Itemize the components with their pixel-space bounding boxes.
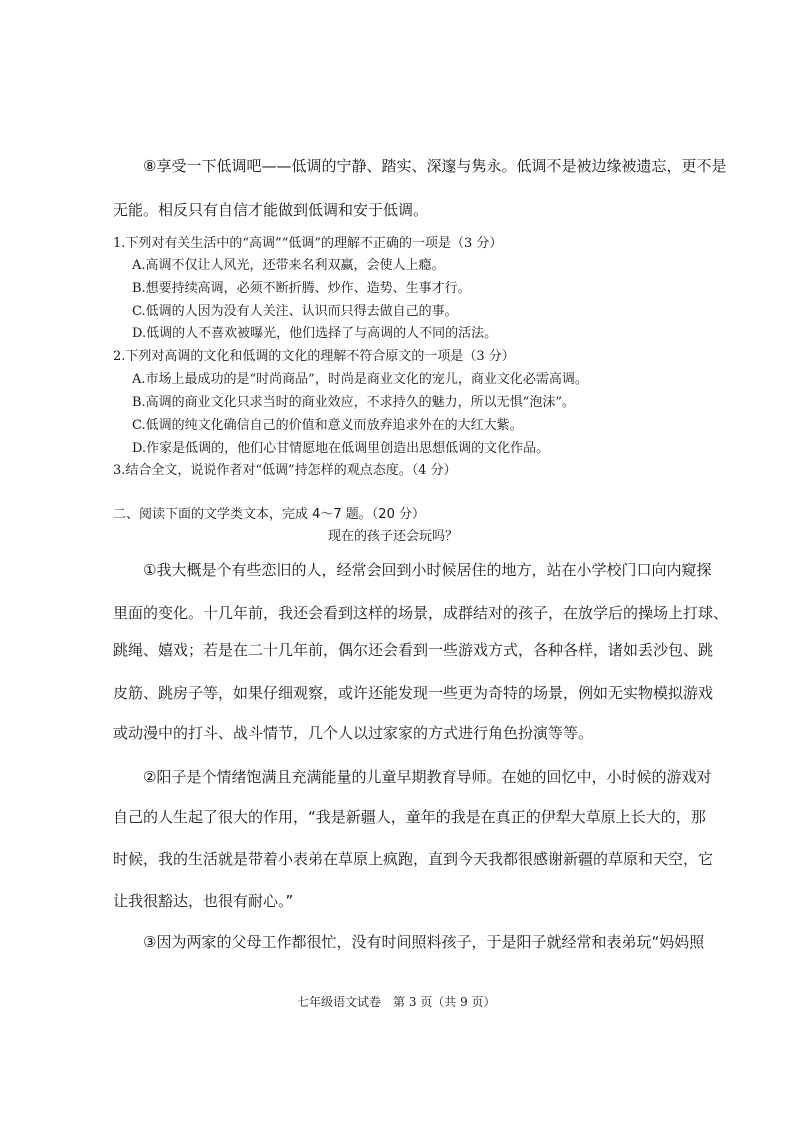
section-2-heading: 二、阅读下面的文学类文本，完成 4～7 题。（20 分）: [113, 507, 425, 522]
question-3-stem: 3.结合全文，说说作者对“低调”持怎样的观点态度。（4 分）: [113, 463, 457, 478]
article-line: 自己的人生起了很大的作用，“我是新疆人，童年的我是在真正的伊犁大草原上长大的，那: [113, 808, 706, 826]
article-line: 时候，我的生活就是带着小表弟在草原上疯跑，直到今天我都很感谢新疆的草原和天空，它: [113, 850, 714, 868]
paragraph-8-line-2: 无能。相反只有自信才能做到低调和安于低调。: [113, 201, 429, 219]
article-line: ③因为两家的父母工作都很忙，没有时间照料孩子，于是阳子就经常和表弟玩“妈妈照: [143, 933, 705, 951]
article-line: 里面的变化。十几年前，我还会看到这样的场景，成群结对的孩子，在放学后的操场上打球、: [113, 604, 729, 622]
article-line: 或动漫中的打斗、战斗情节，几个人以过家家的方式进行角色扮演等等。: [113, 724, 594, 742]
question-2-option-c: C.低调的纯文化确信自己的价值和意义而放弃追求外在的大红大紫。: [132, 418, 523, 433]
article-title: 现在的孩子还会玩吗？: [328, 529, 459, 544]
article-line: 皮筋、跳房子等，如果仔细观察，或许还能发现一些更为奇特的场景，例如无实物模拟游戏: [113, 684, 714, 702]
article-line: ①我大概是个有些恋旧的人，经常会回到小时候居住的地方，站在小学校门口向内窥探: [143, 561, 712, 579]
question-2-stem: 2.下列对高调的文化和低调的文化的理解不符合原文的一项是（3 分）: [113, 349, 515, 364]
question-2-option-a: A.市场上最成功的是“时尚商品”，时尚是商业文化的宠儿，商业文化必需高调。: [132, 372, 588, 387]
question-1-option-d: D.低调的人不喜欢被曝光，他们选择了与高调的人不同的活法。: [132, 326, 498, 341]
question-2-option-b: B.高调的商业文化只求当时的商业效应，不求持久的魅力，所以无惧“泡沫”。: [132, 395, 575, 410]
question-2-option-d: D.作家是低调的，他们心甘情愿地在低调里创造出思想低调的文化作品。: [132, 441, 550, 456]
article-line: 跳绳、嬉戏；若是在二十几年前，偶尔还会看到一些游戏方式，各种各样，诸如丢沙包、跳: [113, 641, 714, 659]
paragraph-8-line-1: ⑧享受一下低调吧——低调的宁静、踏实、深邃与隽永。低调不是被边缘被遗忘，更不是: [143, 157, 727, 175]
article-line: 让我很豁达，也很有耐心。”: [113, 892, 294, 910]
question-1-stem: 1.下列对有关生活中的“高调”“低调”的理解不正确的一项是（3 分）: [113, 236, 503, 251]
page-footer: 七年级语文试卷 第 3 页（共 9 页）: [297, 995, 496, 1009]
question-1-option-c: C.低调的人因为没有人关注、认识而只得去做自己的事。: [132, 304, 458, 319]
question-1-option-a: A.高调不仅让人风光，还带来名利双赢，会使人上瘾。: [132, 258, 445, 273]
article-line: ②阳子是个情绪饱满且充满能量的儿童早期教育导师。在她的回忆中，小时候的游戏对: [143, 768, 712, 786]
question-1-option-b: B.想要持续高调，必须不断折腾、炒作、造势、生事才行。: [132, 281, 471, 296]
